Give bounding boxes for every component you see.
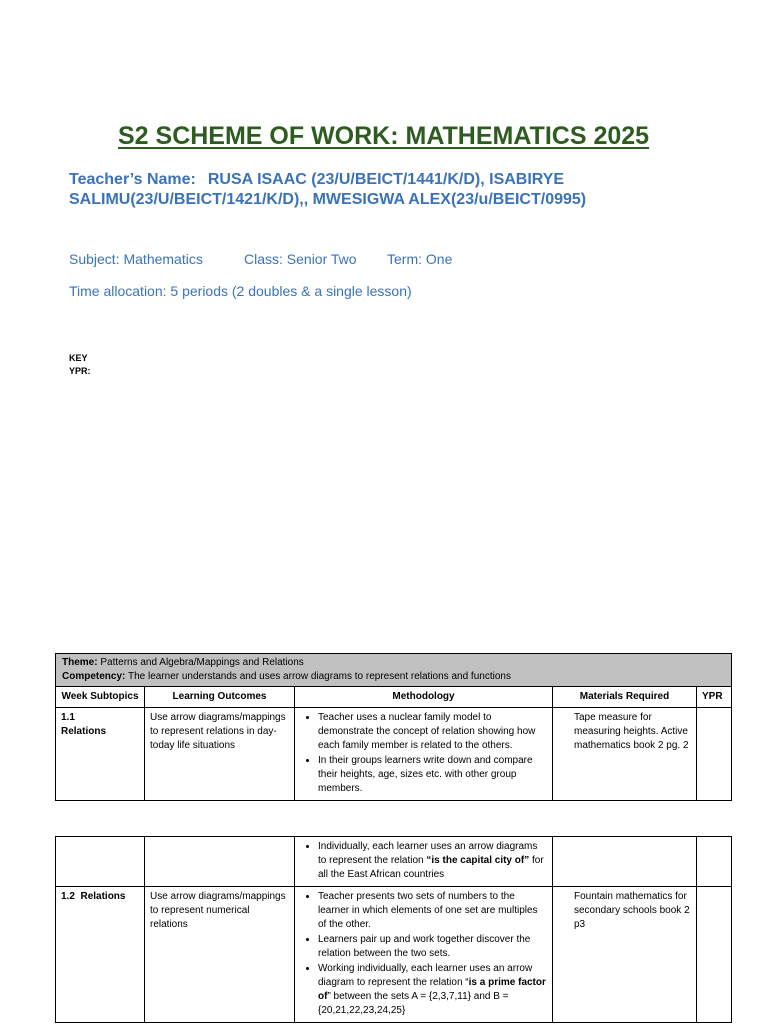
method-bold: “is the capital city of” xyxy=(426,855,530,866)
week-cell xyxy=(56,887,145,1023)
method-item: • In their groups learners write down and compare their heights, age, sizes etc. with other group members. xyxy=(318,754,547,796)
materials-cell: Tape measure for measuring heights. Active mathematics book 2 pg. 2 xyxy=(553,708,697,801)
method-item: • Learners pair up and work together discover the relation between the two sets. xyxy=(318,933,547,961)
methodology-cell xyxy=(295,837,553,887)
header-materials: Materials Required xyxy=(553,687,697,708)
key-label: KEY xyxy=(69,353,88,363)
theme-competency-header xyxy=(56,654,732,687)
ypr-cell xyxy=(697,887,732,1023)
outcome-cell: Use arrow diagrams/mappings to represent numerical relations xyxy=(145,887,295,1023)
materials-cell xyxy=(553,837,697,887)
teacher-label: Teacher’s Name: xyxy=(69,171,196,188)
method-item xyxy=(318,840,547,882)
week-topic: Relations xyxy=(80,891,126,902)
materials-cell: Fountain mathematics for secondary schools book 2 p3 xyxy=(553,887,697,1023)
class: Class: Senior Two xyxy=(244,251,357,267)
header-ypr: YPR xyxy=(697,687,732,708)
key-block xyxy=(69,352,91,378)
method-text: Working individually, each learner uses an arrow diagram to represent the relation “ xyxy=(318,963,533,988)
competency-value: The learner understands and uses arrow diagrams to represent relations and functions xyxy=(125,671,511,682)
method-item: • Teacher presents two sets of numbers to the learner in which elements of one set are multiples of the other. xyxy=(318,890,547,932)
outcome-cell: Use arrow diagrams/mappings to represent relations in day-today life situations xyxy=(145,708,295,801)
subject: Subject: Mathematics xyxy=(69,251,203,267)
method-item: • Teacher uses a nuclear family model to demonstrate the concept of relation showing how each family member is related to the others. xyxy=(318,711,547,753)
week-number: 1.2 xyxy=(61,891,75,902)
teacher-names xyxy=(69,170,709,210)
week-number: 1.1 xyxy=(61,712,75,723)
ypr-cell xyxy=(697,837,732,887)
header-week: Week Subtopics xyxy=(56,687,145,708)
table-row xyxy=(56,708,732,801)
header-methodology: Methodology xyxy=(295,687,553,708)
ypr-label: YPR: xyxy=(69,366,91,376)
week-cell xyxy=(56,708,145,801)
scheme-table-2 xyxy=(55,836,732,1023)
teacher-names-value: RUSA ISAAC (23/U/BEICT/1441/K/D), ISABIRYE SALIMU(23/U/BEICT/1421/K/D),, MWESIGWA ALEX(23/u/BEICT/0995) xyxy=(69,171,587,208)
theme-value: Patterns and Algebra/Mappings and Relations xyxy=(97,657,304,668)
outcome-cell xyxy=(145,837,295,887)
method-item xyxy=(318,962,547,1018)
table-row xyxy=(56,887,732,1023)
competency-label: Competency: xyxy=(62,671,126,682)
scheme-table-1 xyxy=(55,653,732,801)
week-cell xyxy=(56,837,145,887)
method-text: Individually, each learner uses an arrow diagrams to represent the relation xyxy=(318,841,538,866)
methodology-cell xyxy=(295,708,553,801)
subject-line xyxy=(69,251,452,267)
term: Term: One xyxy=(387,251,453,267)
table-row xyxy=(56,837,732,887)
header-outcomes: Learning Outcomes xyxy=(145,687,295,708)
method-bold: is a prime factor of xyxy=(318,977,546,1002)
methodology-cell xyxy=(295,887,553,1023)
page-title: S2 SCHEME OF WORK: MATHEMATICS 2025 xyxy=(118,122,650,150)
week-topic: Relations xyxy=(61,726,107,737)
method-text: ” between the sets A = {2,3,7,11} and B = {20,21,22,23,24,25} xyxy=(318,991,509,1016)
time-allocation: Time allocation: 5 periods (2 doubles & a single lesson) xyxy=(69,283,412,299)
ypr-cell xyxy=(697,708,732,801)
method-text: for all the East African countries xyxy=(318,855,544,880)
theme-label: Theme: xyxy=(62,657,98,668)
